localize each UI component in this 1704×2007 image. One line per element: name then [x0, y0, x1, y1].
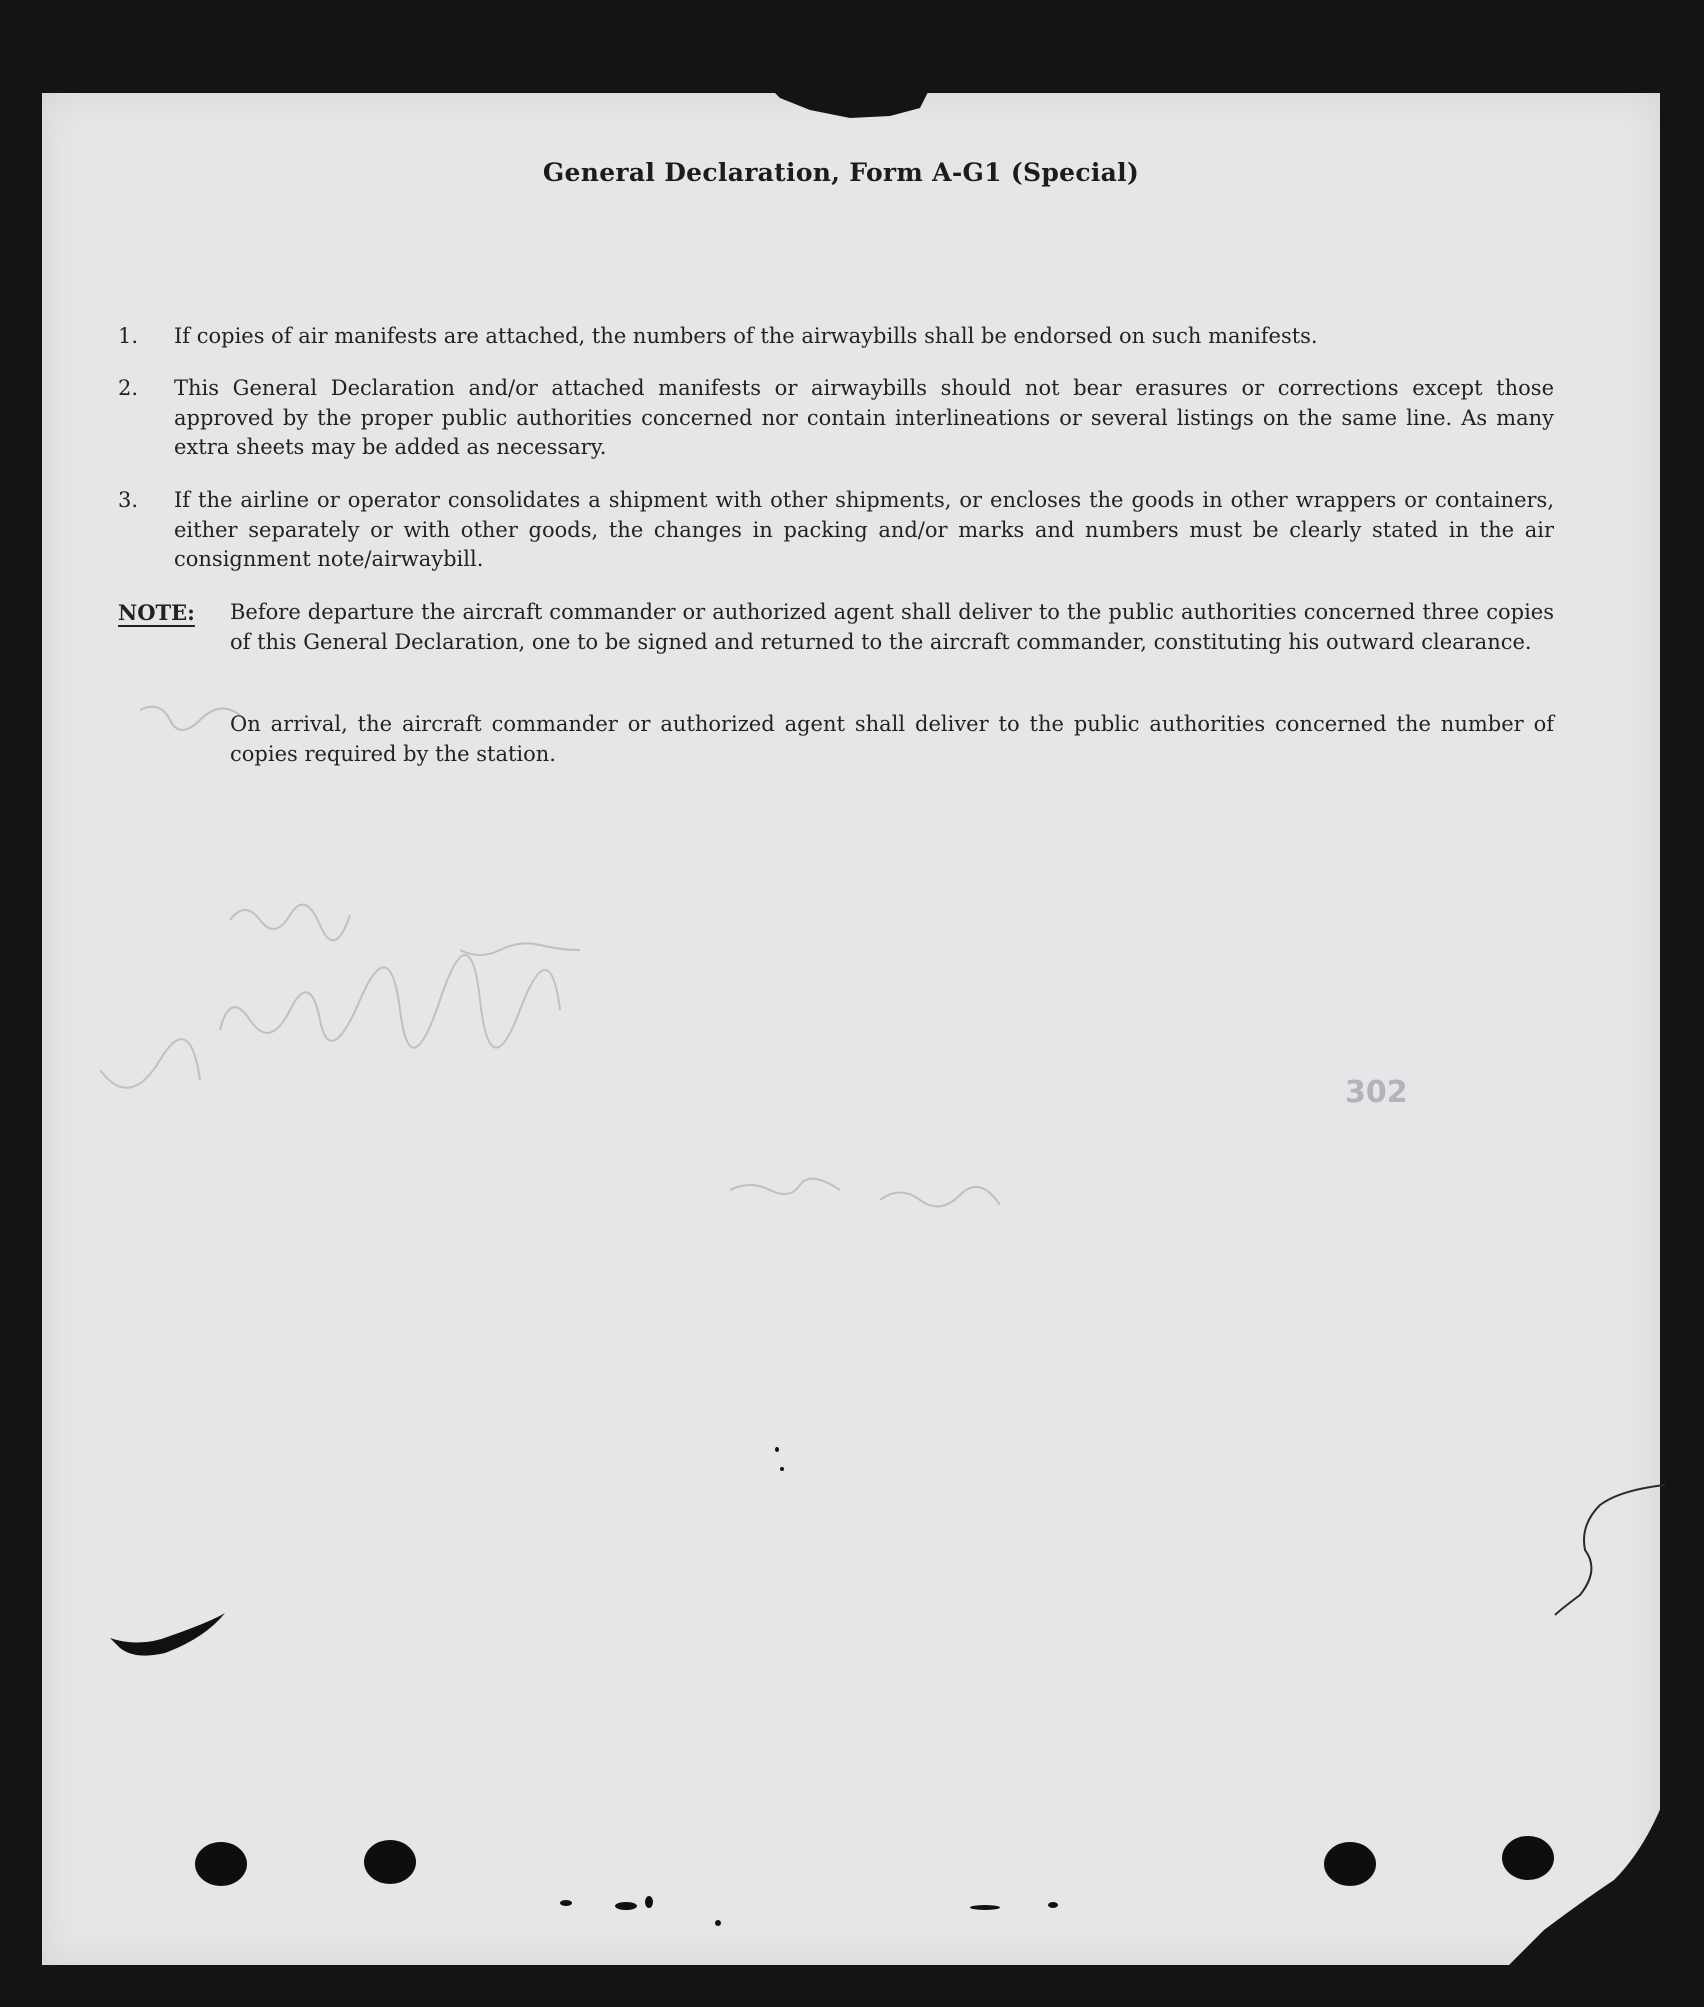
item-number: 2.	[118, 376, 139, 400]
note-paragraph-departure: Before departure the aircraft commander or authorized agent shall deliver to the public authorities concerned three copies of this General Declaration, one to be signed and returned to the aircraft commander, constituting his outward clearance.	[230, 600, 1554, 654]
speck	[560, 1900, 572, 1906]
stamp-number: 302	[1345, 1075, 1408, 1110]
speck	[1048, 1902, 1058, 1908]
paper-tear-bottom-right	[1504, 1800, 1664, 1970]
item-number: 3.	[118, 488, 139, 512]
item-text: This General Declaration and/or attached manifests or airwaybills should not bear erasures or corrections except those approved by the proper public authorities concerned nor contain interlineations or several listings on the same line. As many extra sheets may be added as necessary.	[174, 376, 1554, 459]
punch-hole	[195, 1842, 247, 1886]
paper-tear-left	[110, 1608, 240, 1658]
speck	[615, 1902, 637, 1910]
item-number: 1.	[118, 324, 139, 348]
punch-hole	[1324, 1842, 1376, 1886]
note-paragraph-arrival: On arrival, the aircraft commander or authorized agent shall deliver to the public authorities concerned the number of copies required by the station.	[230, 712, 1554, 766]
speck	[645, 1896, 653, 1908]
note-label: NOTE:	[118, 600, 195, 625]
document-title: General Declaration, Form A-G1 (Special)	[542, 158, 1140, 187]
punch-hole	[364, 1840, 416, 1884]
speck	[775, 1447, 779, 1452]
handwriting-bleed-through	[100, 690, 1100, 1250]
item-text: If the airline or operator consolidates a shipment with other shipments, or encloses the goods in other wrappers or containers, either separately or with other goods, the changes in packing and/or marks and numbers must be clearly stated in the air consignment note/airwaybill.	[174, 488, 1554, 571]
paper-crease-right	[1540, 1480, 1670, 1620]
item-text: If copies of air manifests are attached, the numbers of the airwaybills shall be endorsed on such manifests.	[174, 324, 1318, 348]
paper-tear-top	[770, 88, 930, 128]
speck	[970, 1905, 1000, 1910]
speck	[780, 1467, 784, 1471]
speck	[715, 1920, 721, 1926]
